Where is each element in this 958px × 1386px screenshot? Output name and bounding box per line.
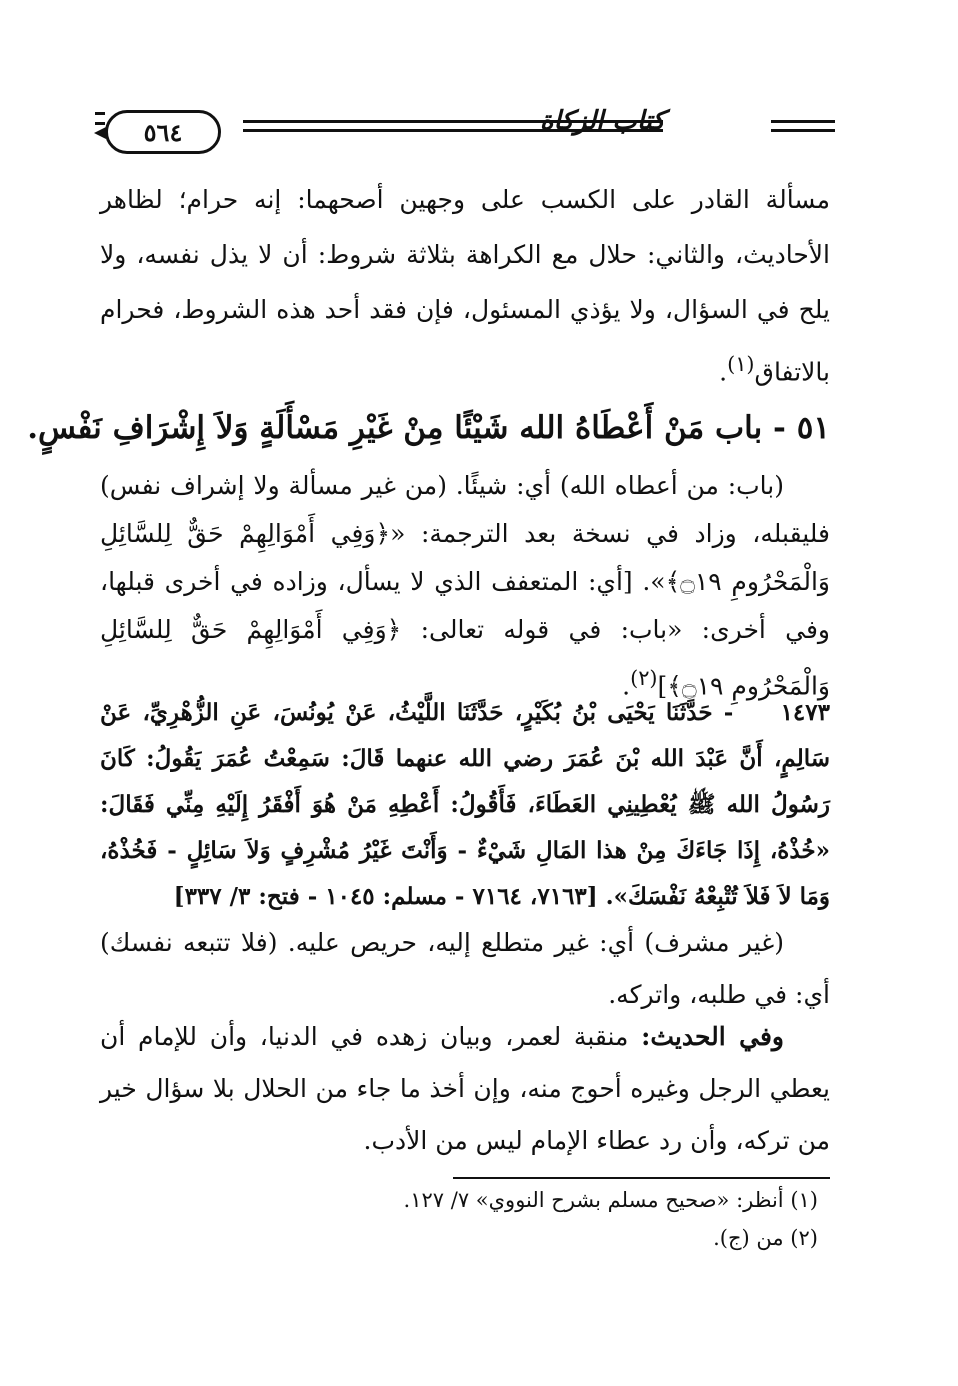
commentary-paragraph-2 (100, 1011, 830, 1167)
footnote-1: (١) أنظر: «صحيح مسلم بشرح النووي» ٧/ ١٢٧. (403, 1188, 818, 1212)
running-title: كتاب الزكاة (539, 106, 665, 136)
chapter-commentary-text: (باب: من أعطاه الله) أي: شيئًا. (من غير مسألة ولا إشراف نفس) فليقبله، وزاد في نسخة بعد الترجمة: «﴿وَفِي أَمْوَالِهِمْ حَقٌّ لِلسَّائِلِ وَالْمَحْرُومِ ۝١٩﴾». [أي: المتعفف الذي لا يسأل، وزاده في أخرى قبلها، وفي أخرى: «باب: في قوله تعالى: ﴿وَفِي أَمْوَالِهِمْ حَقٌّ لِلسَّائِلِ وَالْمَحْرُومِ ۝١٩﴾] (100, 471, 830, 701)
commentary-2-body: منقبة لعمر، وبيان زهده في الدنيا، وأن للإمام أن يعطي الرجل وغيره أحوج منه، وإن أخذ ما جاء من الحلال بلا سؤال خير من تركه، وأن رد عطاء الإمام ليس من الأدب. (100, 1022, 830, 1155)
intro-text: مسألة القادر على الكسب على وجهين أصحهما: إنه حرام؛ لظاهر الأحاديث، والثاني: حلال مع الكراهة بثلاثة شروط: أن لا يذل نفسه، ولا يلح في السؤال، ولا يؤذي المسئول، فإن فقد أحد هذه الشروط، فحرام بالاتفاق (100, 185, 830, 387)
header-rule-left-bottom (95, 122, 105, 125)
page-number: ٥٦٤ (105, 110, 221, 154)
footnote-2: (٢) من (ج). (713, 1226, 818, 1250)
header-rule-right-bottom (771, 129, 835, 132)
commentary-paragraph-1 (100, 917, 830, 1021)
commentary-2-lead: وفي الحديث: (641, 1022, 785, 1051)
page-header (95, 98, 835, 158)
commentary-1-text: (غير مشرف) أي: غير متطلع إليه، حريص عليه. (فلا تتبعه نفسك) أي: في طلبه، واتركه. (100, 928, 830, 1009)
header-rule-right-top (771, 120, 835, 123)
footnote-ref-2: (٢) (630, 666, 658, 690)
hadith-body: ١٤٧٣ - حَدَّثَنَا يَحْيَى بْنُ بُكَيْرٍ، حَدَّثَنَا اللَّيْثُ، عَنْ يُونُسَ، عَنِ الزُّهْرِيِّ، عَنْ سَالِمٍ، أَنَّ عَبْدَ الله بْنَ عُمَرَ رضي الله عنهما قَالَ: سَمِعْتُ عُمَرَ يَقُولُ: كَانَ رَسُولُ الله ﷺ يُعْطِينِي العَطَاءَ، فَأَقُولُ: أَعْطِهِ مَنْ هُوَ أَفْقَرُ إِلَيْهِ مِنِّي فَقَالَ: «خُذْهُ، إِذَا جَاءَكَ مِنْ هذا المَالِ شَيْءٌ - وَأَنْتَ غَيْرُ مُشْرِفٍ وَلاَ سَائِلٍ - فَخُذْهُ، وَمَا لاَ فَلاَ تُتْبِعْهُ نَفْسَكَ». [٧١٦٣، ٧١٦٤ - مسلم: ١٠٤٥ - فتح: ٣/ ٣٣٧] (100, 699, 830, 910)
header-rule-left-top (95, 112, 105, 115)
hadith-text (100, 690, 830, 920)
intro-paragraph: مسألة القادر على الكسب على وجهين أصحهما: إنه حرام؛ لظاهر الأحاديث، والثاني: حلال مع الكراهة بثلاثة شروط: أن لا يذل نفسه، ولا يلح في السؤال، ولا يؤذي المسئول، فإن فقد أحد هذه الشروط، فحرام بالاتفاق$^{(١)}$. (100, 185, 830, 387)
footnote-ref-1: (١) (727, 352, 755, 376)
chapter-heading: ٥١ - باب مَنْ أَعْطَاهُ الله شَيْئًا مِنْ غَيْرِ مَسْأَلَةٍ وَلاَ إِشْرَافِ نَفْسٍ. (27, 410, 830, 446)
chapter-commentary: (باب: من أعطاه الله) أي: شيئًا. (من غير مسألة ولا إشراف نفس) فليقبله، وزاد في نسخة بعد الترجمة: «﴿وَفِي أَمْوَالِهِمْ حَقٌّ لِلسَّائِلِ وَالْمَحْرُومِ ۝١٩﴾». [أي: المتعفف الذي لا يسأل، وزاده في أخرى قبلها، وفي أخرى: «باب: في قوله تعالى: ﴿وَفِي أَمْوَالِهِمْ حَقٌّ لِلسَّائِلِ وَالْمَحْرُومِ ۝١٩﴾]$^{(٢)}$. (100, 471, 830, 701)
footnote-separator (453, 1177, 830, 1179)
